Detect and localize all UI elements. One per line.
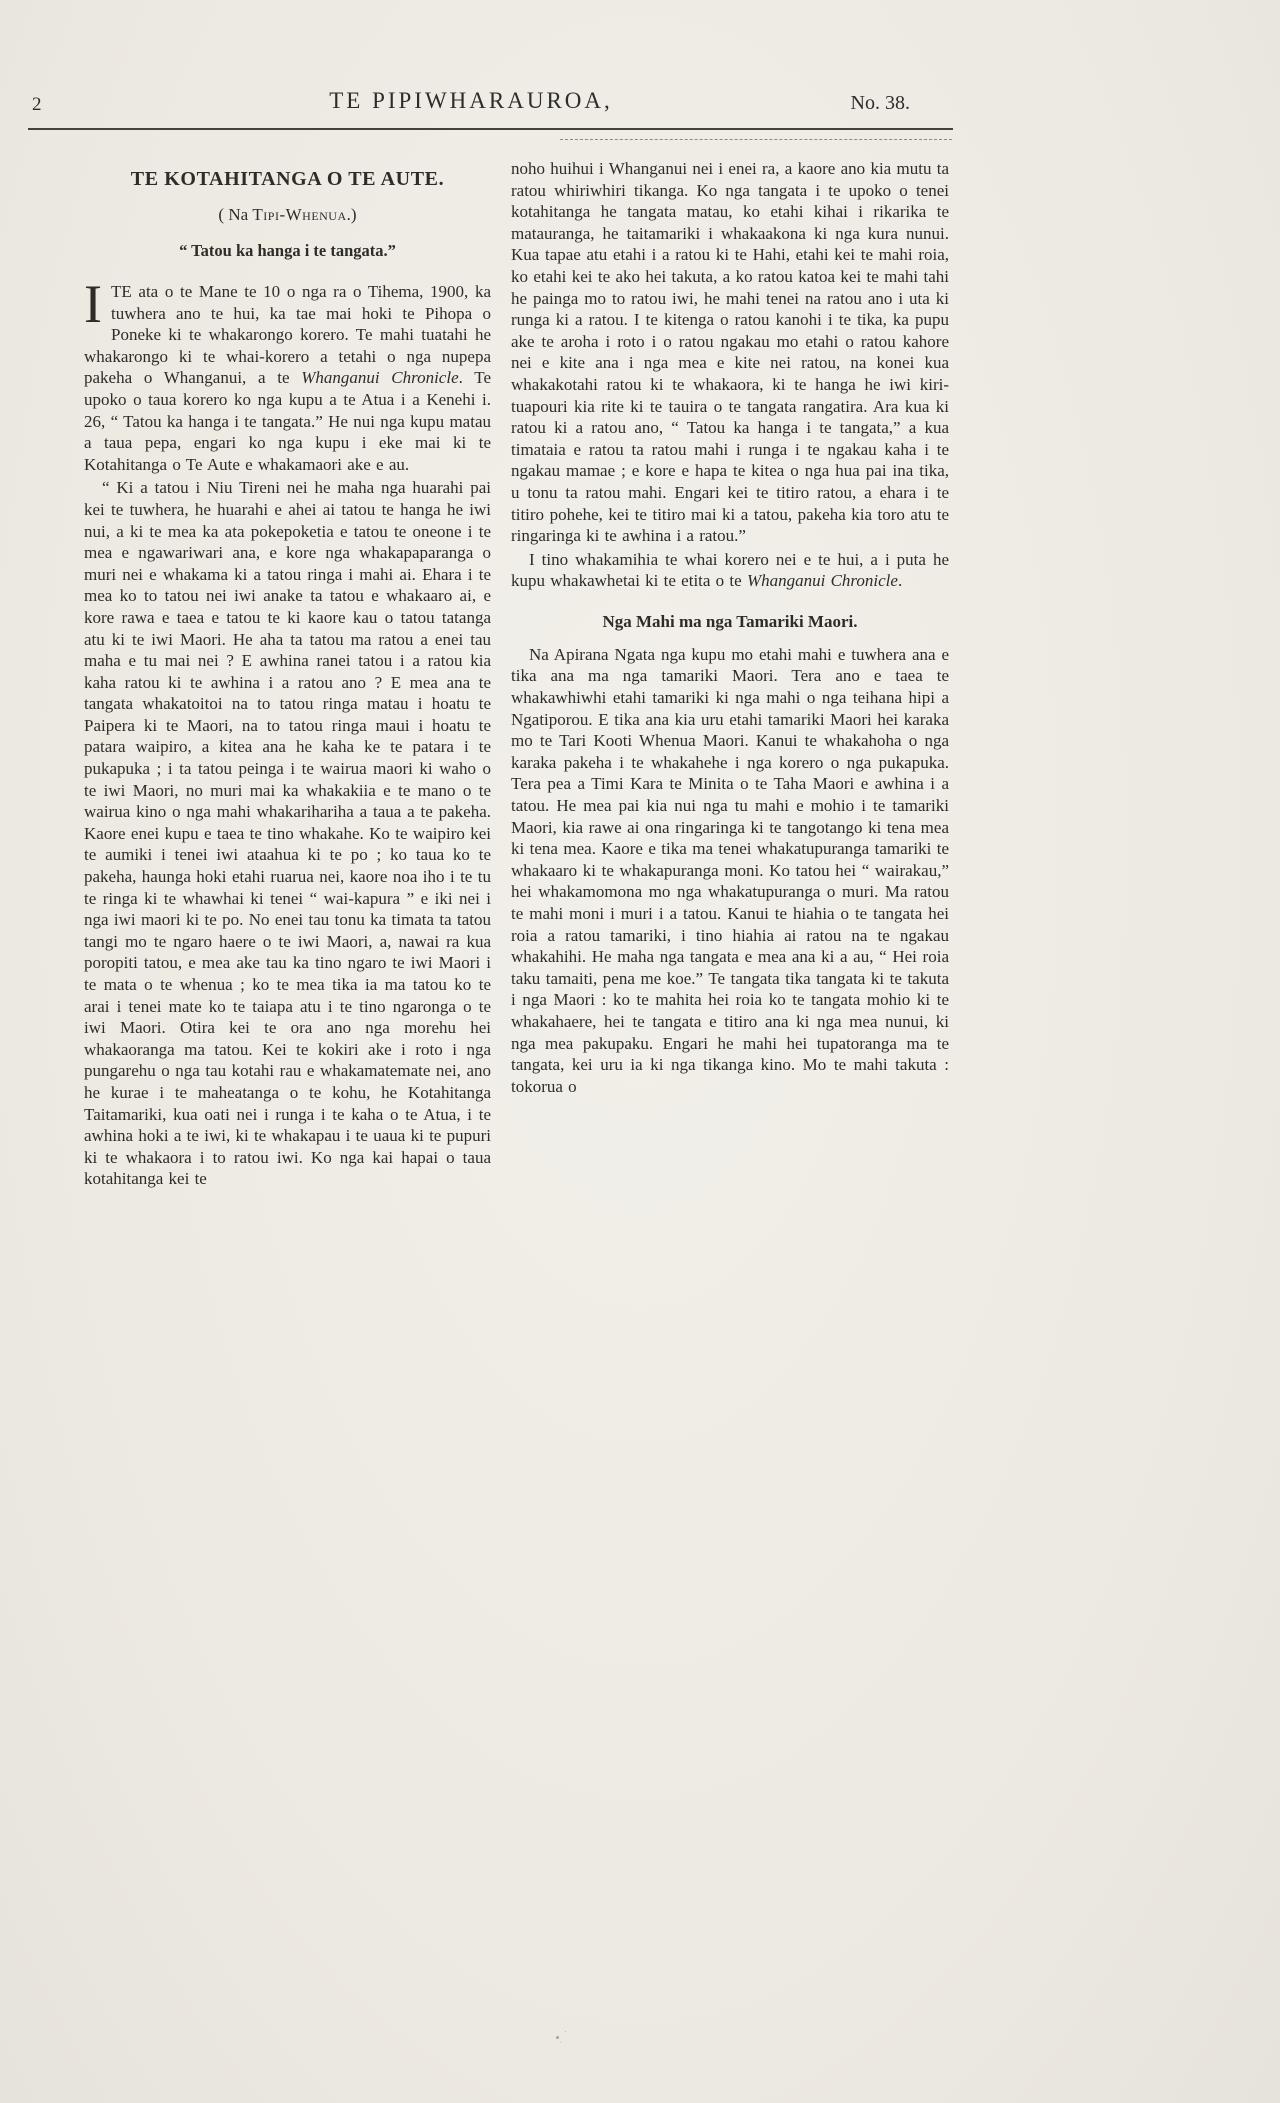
article-body-paragraph: “ Ki a tatou i Niu Tireni nei he maha nga huarahi pai kei te tuwhera, he huarahi e ahei ai tatou te hanga he iwi nui, a ki te mea ka ata pokepoketia e tatou te oneone i te mea e ngawariwari ana, e kore nga whakapaparanga o muri nei e whakama ki a tatou ringa i mahi ai. Ehara i te mea ko to tatou nei iwi anake ta tatou e whakaaro ai, e kore rawa e taea e tatou te ki kaore kau o tatou tatanga atu ki te iwi Maori. He aha ta tatou ma ratou a enei tau maha e tu mai nei ? E awhina ranei tatou i a ratou kia kaha ratou ki te awhina i a ratou ano ? E mea ana te tangata whakatoitoi na to tatou ringa matau i hoatu te Paipera ki te Maori, na to tatou ringa maui i hoatu te patara waipiro, a kitea ana he kaha ke te patara i te pukapuka ; i ta tatou peinga i te wairua maori ki waho o te iwi Maori, no muri mai ka whakakiia e te mano o te wairua kino o nga mahi whakarihariha a taua a te pakeha. Kaore enei kupu e taea te tino whakahe. Ko te waipiro kei te aumiki i tenei iwi ataahua ki te po ; ko taua ko te pakeha, haunga hoki etahi ruarua nei, kaore noa iho i te tu te ringa ki te whawhai ki tenei “ wai-kapura ” e iki nei i nga iwi maori ki te po. No enei tau tonu ka timata ta tatou tangi mo te ngaro haere o te iwi Maori, a, nawai ra kua poropiti tatou, e mea ake tau ka tino ngaro te iwi Maori i te mata o te whenua ; ko te mea tika ia ma tatou ko te arai i tenei mate ko te taiapa atu i te tino ngaronga o te iwi Maori. Otira kei te ora ano nga morehu hei whakaoranga ma tatou. Kei te kokiri ake i roto i nga pungarehu o nga tau kotahi rau e whakamatemate nei, ano he kurae i te maheatanga o te kohu, he Kotahitanga Taitamariki, kua oati nei i runga i te kaha o te Atua, i te awhina hoki a te iwi, ki te whakapau i te uaua ki te pupuri ki te whakaora i to ratou iwi. Ko nga kai hapai o taua kotahitanga kei te <box>84 478 491 1189</box>
byline-author: Tipi-Whenua <box>252 205 347 224</box>
page-number: 2 <box>32 94 42 115</box>
section-heading: Nga Mahi ma nga Tamariki Maori. <box>602 611 858 631</box>
scan-artifact <box>556 2036 559 2039</box>
byline-prefix: ( Na <box>218 205 253 224</box>
left-column <box>84 158 491 1190</box>
section-body-paragraph: Na Apirana Ngata nga kupu mo etahi mahi e tuwhera ana e tika ana ma nga tamariki Maori. Tera ano e taea te whakawhiwhi etahi tamariki ki nga mahi o nga teihana hipi a Ngatiporou. E tika ana kia uru etahi tamariki Maori hei karaka mo te Tari Kooti Whenua Maori. Kanui te whakahoha o nga karaka pakeha i te whakahehe i nga korero o nga pukapuka. Tera pea a Timi Kara te Minita o te Taha Maori e awhina i a tatou. He mea pai kia nui nga tu mahi e mohio i te tamariki Maori, kia rawe ai ona ringaringa ki te tangotango ki tena mea ki tena mea. Kaore e tika ma tenei whakatupuranga tamariki te whakaaro ki te whakapuranga moni. Ko tatou hei “ wairakau,” hei whakamomona mo nga whakatupuranga o muri. Ma ratou te mahi moni i muri i a tatou. Kanui te hiahia o te tangata hei roia a ratou tamariki, i tino hiahia ai ratou na te ngakau whakahihi. He maha nga tangata e mea ana ki a au, “ Hei roia taku tamaiti, pena me koe.” Te tangata tika tangata ki te takuta i nga Maori : ko te mahita hei roia ko te tangata mohio ki te whakahaere, hei te tangata e titiro ana ki nga mea nunui, ki nga mea pakupaku. Engari he mahi hei tupatoranga ma te tangata, kei uru ia ki nga tikanga kino. Mo te mahi takuta : tokorua o <box>511 644 949 1096</box>
drop-cap: I <box>84 274 102 334</box>
article-epigraph: “ Tatou ka hanga i te tangata.” <box>179 241 396 260</box>
header-rule <box>28 128 953 130</box>
article-title: TE KOTAHITANGA O TE AUTE. <box>130 168 445 190</box>
page-header <box>32 88 910 120</box>
journal-title: TE PIPIWHARAUROA, <box>329 88 613 113</box>
page-columns <box>84 158 1280 1190</box>
article-opening-paragraph <box>84 274 491 475</box>
header-rule-dashed <box>560 139 952 140</box>
continuation-paragraph: noho huihui i Whanganui nei i enei ra, a kaore ano kia mutu ta ratou whiriwhiri tikanga. Ko nga tangata i te upoko o tenei kotahitanga he tangata matau, ko etahi kihai i rikarika te matauranga, he taitamariki i whakaakona ki nga kura nunui. Kua tapae atu etahi i a ratou ki te Hahi, etahi kei te mahi roia, ko etahi kei te ako hei takuta, a ko ratou katoa kei te mahi tahi he painga mo to ratou iwi, he mahi tenei na ratou ano i uta ki runga ki a ratou. I te kitenga o ratou kanohi i te tika, ka pupu ake te aroha i roto i o ratou ngakau mo etahi o ratou kahore nei e kite ana i nga mea e kite nei ratou, na konei kua whakakotahi ratou ki te whakaora, ki te hanga he iwi kiri-tuapouri kia rite ki te tauira o te tangata rangatira. Ara kua ki ratou ki a ratou ano, “ Tatou ka hanga i te tangata,” a kua timataia e ratou ta ratou mahi i runga i te ngakau kaha i te ngakau mamae ; e kore e hapa te kitea o nga hua pai ina tika, u tonu ta ratou mahi. Engari kei te titiro ratou, a ehara i te titiro pohehe, kei te titiro mai ki a tatou, pakeha kia toro atu te ringaringa ki te awhina i a ratou.” <box>511 159 949 546</box>
byline-suffix: .) <box>346 205 357 224</box>
newspaper-page <box>0 88 1280 2103</box>
issue-number: No. 38. <box>850 92 910 114</box>
opening-paragraph-text: TE ata o te Mane te 10 o nga ra o Tihema, 1900, ka tuwhera ano te hui, ka tae mai hoki te Pihopa o Poneke ki te whakarongo korero. Te mahi tuatahi he whakarongo ki te whai-korero a tetahi o nga nupepa pakeha o Whanganui, a te Whanganui Chronicle. Te upoko o taua korero ko nga kupu a te Atua i a Kenehi i. 26, “ Tatou ka hanga i te tangata.” He nui nga kupu matau a taua pepa, engari ko nga kupu i eke mai ki te Kotahitanga o Te Aute e whakamaori ake e au. <box>84 282 491 474</box>
article-byline <box>84 205 491 225</box>
right-column <box>511 158 949 1190</box>
thanks-paragraph: I tino whakamihia te whai korero nei e te hui, a i puta he kupu whakawhetai ki te etita o te Whanganui Chronicle. <box>511 549 949 591</box>
